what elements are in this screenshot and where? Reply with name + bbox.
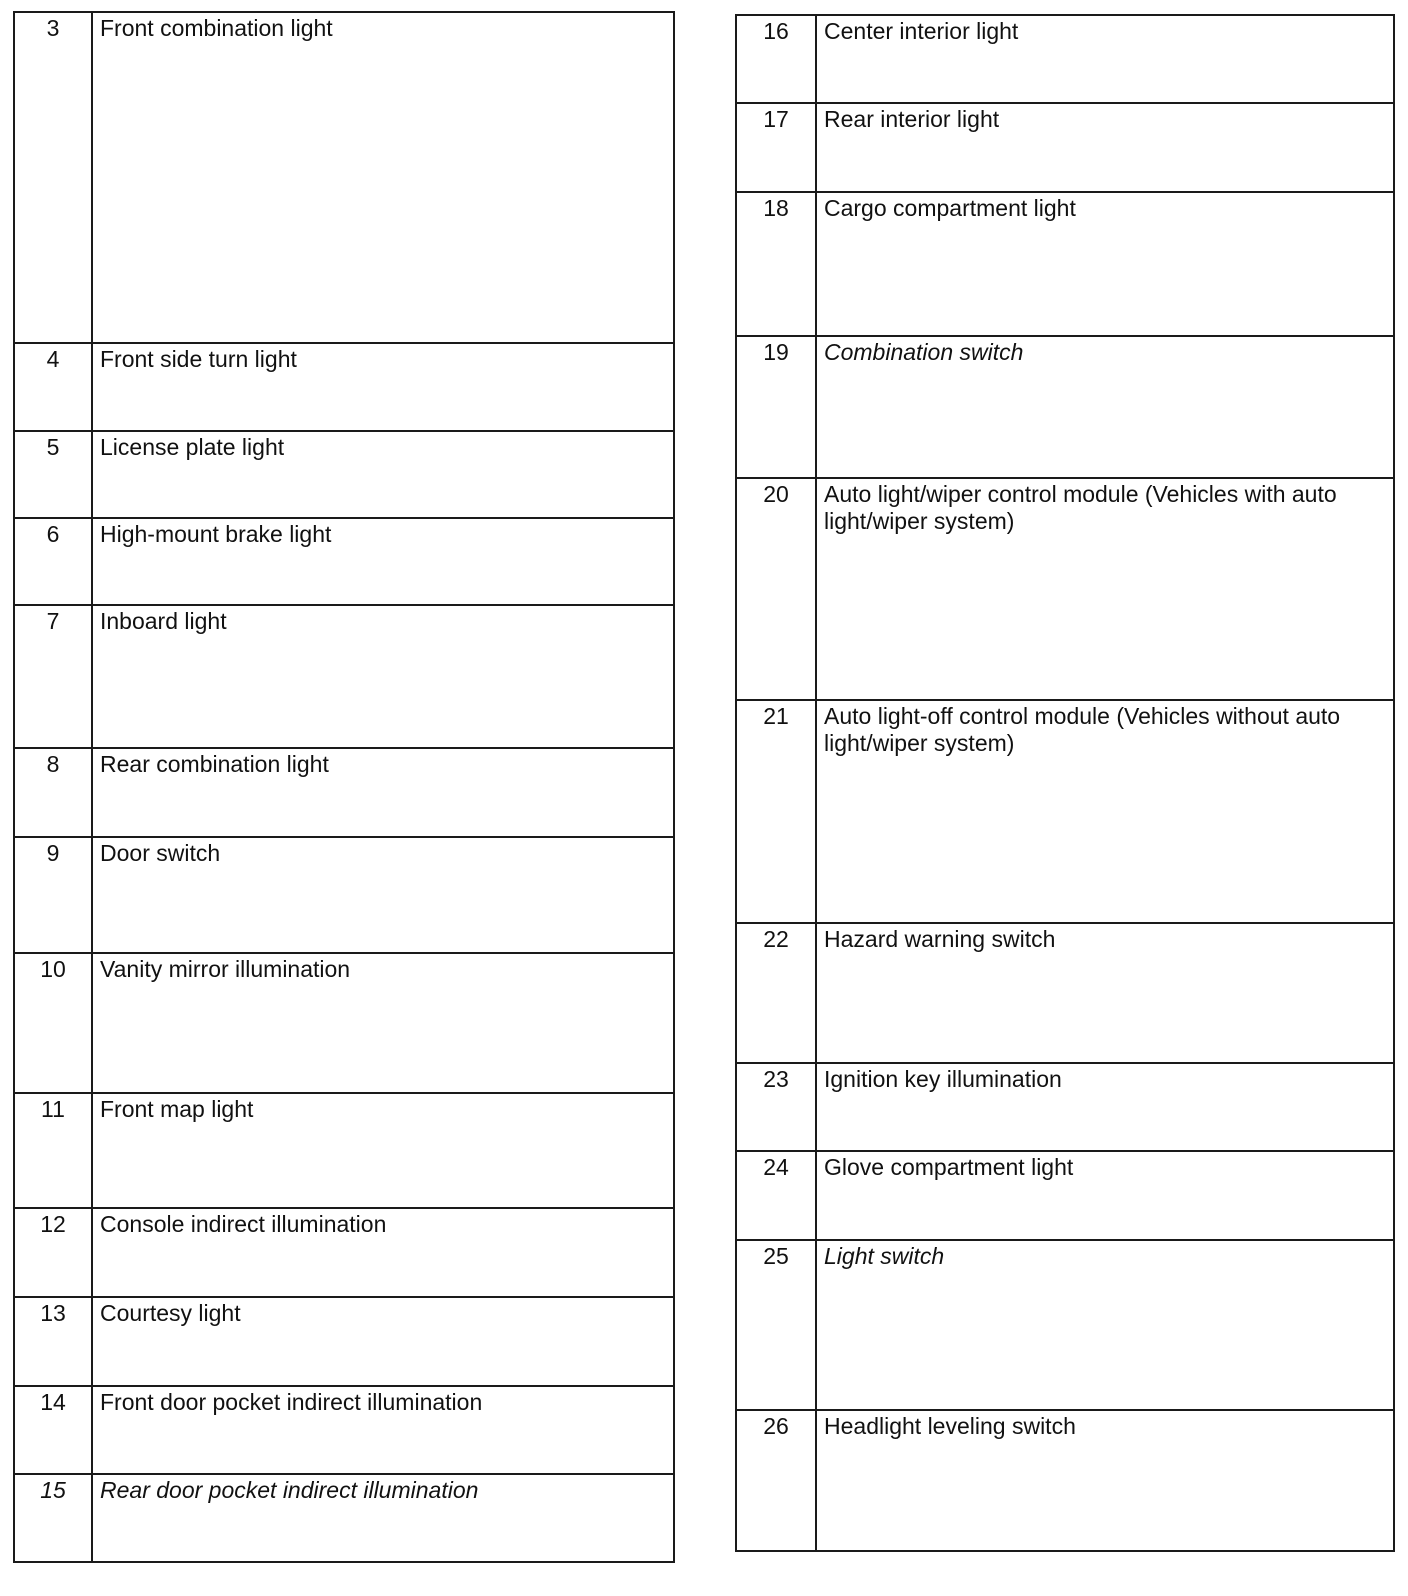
table-row <box>14 12 674 343</box>
table-row <box>736 923 1394 1063</box>
row-number: 3 <box>14 12 92 343</box>
row-description: Vanity mirror illumination <box>92 953 674 1093</box>
row-description: Front combination light <box>92 12 674 343</box>
row-number: 8 <box>14 748 92 837</box>
row-number: 21 <box>736 700 816 923</box>
row-number: 11 <box>14 1093 92 1208</box>
row-description: Ignition key illumination <box>816 1063 1394 1151</box>
table-row <box>736 700 1394 923</box>
row-description: Front map light <box>92 1093 674 1208</box>
table-row <box>736 192 1394 336</box>
row-number: 24 <box>736 1151 816 1240</box>
row-description: High-mount brake light <box>92 518 674 605</box>
table-row <box>14 1386 674 1474</box>
row-description: Auto light-off control module (Vehicles without auto light/wiper system) <box>816 700 1394 923</box>
row-number: 5 <box>14 431 92 518</box>
table-row <box>14 1208 674 1297</box>
row-description: Front side turn light <box>92 343 674 431</box>
row-description: Auto light/wiper control module (Vehicles with auto light/wiper system) <box>816 478 1394 700</box>
table-row <box>14 343 674 431</box>
row-description: Light switch <box>816 1240 1394 1410</box>
row-description: Inboard light <box>92 605 674 748</box>
table-row <box>14 1474 674 1562</box>
row-description: Headlight leveling switch <box>816 1410 1394 1551</box>
table-row <box>736 1063 1394 1151</box>
table-row <box>14 953 674 1093</box>
row-description: Console indirect illumination <box>92 1208 674 1297</box>
row-number: 14 <box>14 1386 92 1474</box>
table-row <box>14 1297 674 1386</box>
row-number: 16 <box>736 15 816 103</box>
table-row <box>736 1410 1394 1551</box>
row-number: 22 <box>736 923 816 1063</box>
row-number: 17 <box>736 103 816 192</box>
row-number: 26 <box>736 1410 816 1551</box>
table-row <box>736 1151 1394 1240</box>
row-description: Center interior light <box>816 15 1394 103</box>
left-component-table <box>13 11 675 1563</box>
row-description: Rear combination light <box>92 748 674 837</box>
row-description: License plate light <box>92 431 674 518</box>
table-row <box>736 478 1394 700</box>
table-row <box>14 837 674 953</box>
row-number: 12 <box>14 1208 92 1297</box>
table-row <box>736 1240 1394 1410</box>
row-number: 18 <box>736 192 816 336</box>
row-number: 7 <box>14 605 92 748</box>
row-description: Hazard warning switch <box>816 923 1394 1063</box>
row-number: 23 <box>736 1063 816 1151</box>
table-row <box>14 1093 674 1208</box>
row-description: Door switch <box>92 837 674 953</box>
table-row <box>736 103 1394 192</box>
row-number: 19 <box>736 336 816 478</box>
table-row <box>14 605 674 748</box>
table-row <box>736 15 1394 103</box>
row-number: 9 <box>14 837 92 953</box>
row-number: 25 <box>736 1240 816 1410</box>
table-row <box>14 431 674 518</box>
row-description: Rear door pocket indirect illumination <box>92 1474 674 1562</box>
table-row <box>736 336 1394 478</box>
row-description: Combination switch <box>816 336 1394 478</box>
table-row <box>14 518 674 605</box>
row-number: 4 <box>14 343 92 431</box>
row-description: Cargo compartment light <box>816 192 1394 336</box>
row-number: 13 <box>14 1297 92 1386</box>
row-number: 6 <box>14 518 92 605</box>
row-description: Front door pocket indirect illumination <box>92 1386 674 1474</box>
row-number: 15 <box>14 1474 92 1562</box>
table-row <box>14 748 674 837</box>
row-number: 10 <box>14 953 92 1093</box>
row-description: Glove compartment light <box>816 1151 1394 1240</box>
row-description: Courtesy light <box>92 1297 674 1386</box>
right-component-table <box>735 14 1395 1552</box>
row-description: Rear interior light <box>816 103 1394 192</box>
row-number: 20 <box>736 478 816 700</box>
